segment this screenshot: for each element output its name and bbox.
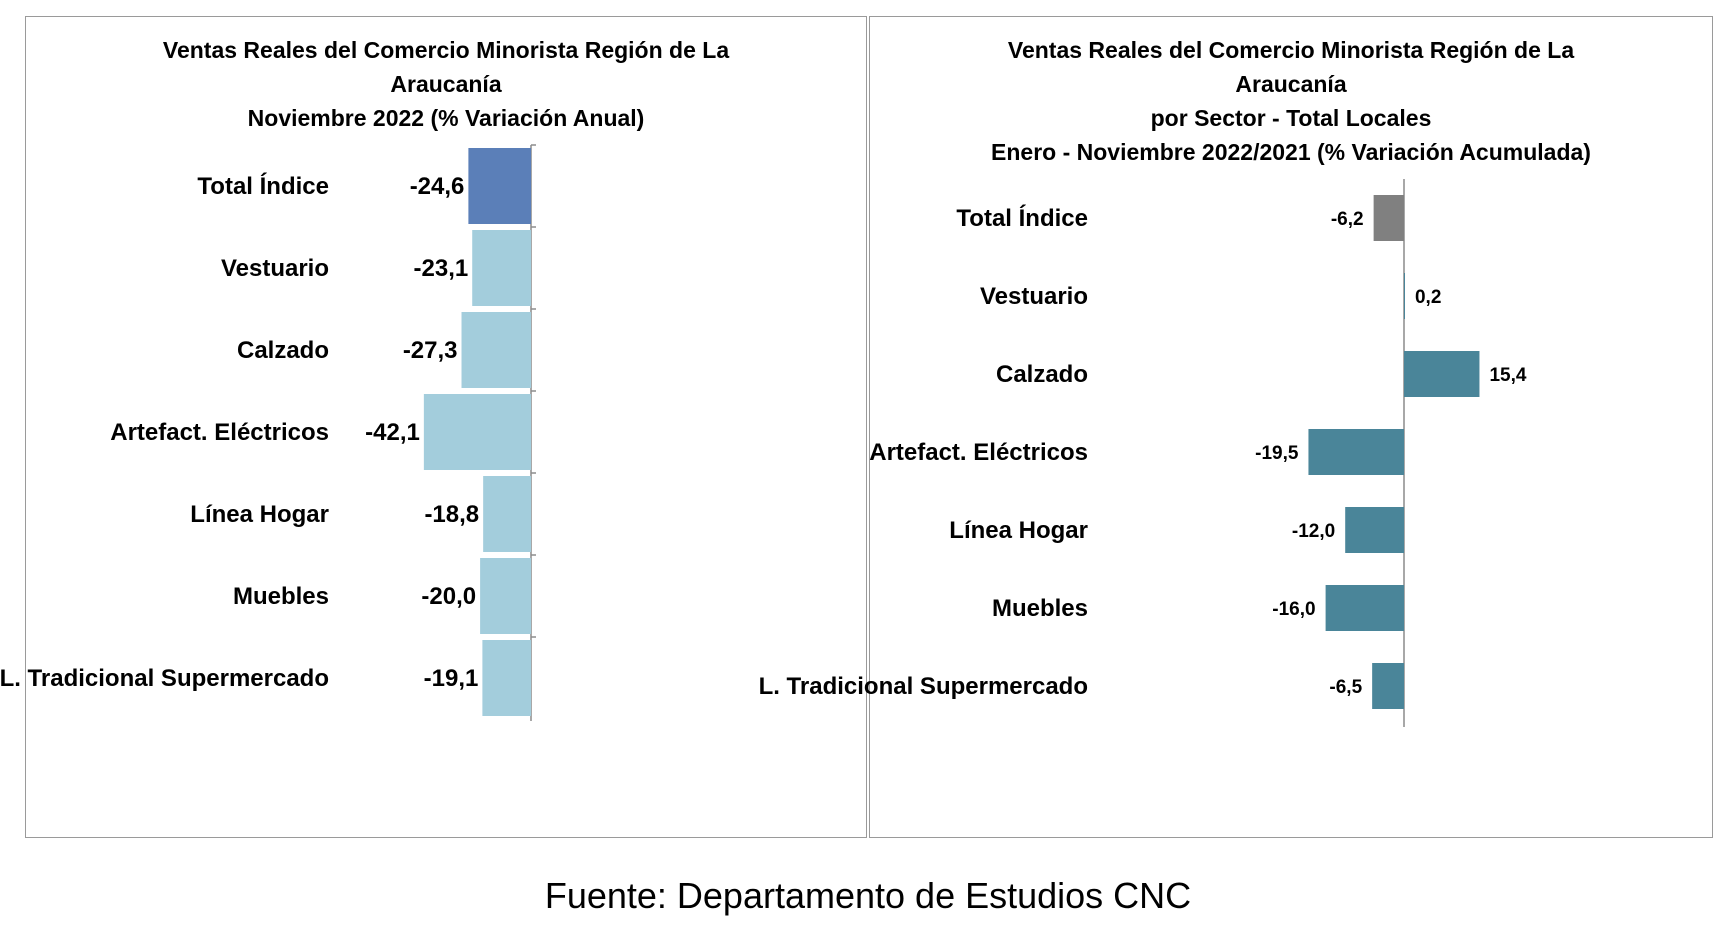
chart-title-line: Ventas Reales del Comercio Minorista Región de La <box>162 37 730 63</box>
category-label: Calzado <box>236 337 329 364</box>
bar <box>472 230 531 306</box>
bar <box>480 558 531 634</box>
bar <box>1404 273 1405 319</box>
data-label: -24,6 <box>409 173 465 200</box>
chart-title-line: por Sector - Total Locales <box>1150 105 1432 131</box>
bar-chart-left <box>0 17 868 839</box>
data-label: -6,2 <box>1330 209 1364 230</box>
bar <box>1345 507 1404 553</box>
chart-title-line: Araucanía <box>390 71 502 97</box>
chart-title-line: Ventas Reales del Comercio Minorista Región de La <box>1007 37 1575 63</box>
data-label: -16,0 <box>1272 599 1316 620</box>
bar-chart-right <box>758 17 1714 839</box>
data-label: -12,0 <box>1291 521 1336 542</box>
chart-title-line: Araucanía <box>1235 71 1347 97</box>
data-label: -19,5 <box>1255 443 1299 464</box>
data-label: -6,5 <box>1329 677 1363 698</box>
source-note: Fuente: Departamento de Estudios CNC <box>544 875 1192 916</box>
category-label: L. Tradicional Supermercado <box>0 665 329 692</box>
category-label: Total Índice <box>956 205 1088 232</box>
data-label: 15,4 <box>1489 365 1527 386</box>
data-label: -20,0 <box>421 583 477 610</box>
category-label: Línea Hogar <box>190 501 329 528</box>
bar <box>424 394 531 470</box>
category-label: Artefact. Eléctricos <box>110 419 329 446</box>
bar <box>482 640 531 716</box>
bar <box>462 312 531 388</box>
data-label: -23,1 <box>413 255 469 282</box>
category-label: L. Tradicional Supermercado <box>758 673 1088 700</box>
bar <box>1404 351 1479 397</box>
data-label: -19,1 <box>423 665 479 692</box>
chart-title-line: Noviembre 2022 (% Variación Anual) <box>247 105 645 131</box>
category-label: Total Índice <box>197 173 329 200</box>
bar <box>1374 195 1404 241</box>
bar <box>468 148 531 224</box>
data-label: -42,1 <box>365 419 420 446</box>
category-label: Artefact. Eléctricos <box>869 439 1088 466</box>
category-label: Calzado <box>995 361 1088 388</box>
category-label: Vestuario <box>220 255 329 282</box>
category-label: Línea Hogar <box>949 517 1088 544</box>
bar <box>1326 585 1404 631</box>
category-label: Vestuario <box>979 283 1088 310</box>
chart-title-line: Enero - Noviembre 2022/2021 (% Variación Acumulada) <box>991 139 1591 165</box>
bar <box>1308 429 1404 475</box>
bar <box>1372 663 1404 709</box>
chart-panel-left <box>0 16 867 838</box>
data-label: -27,3 <box>402 337 458 364</box>
bar <box>483 476 531 552</box>
category-label: Muebles <box>232 583 329 610</box>
data-label: -18,8 <box>424 501 480 528</box>
chart-panel-right <box>758 16 1713 838</box>
data-label: 0,2 <box>1414 287 1442 308</box>
category-label: Muebles <box>991 595 1088 622</box>
